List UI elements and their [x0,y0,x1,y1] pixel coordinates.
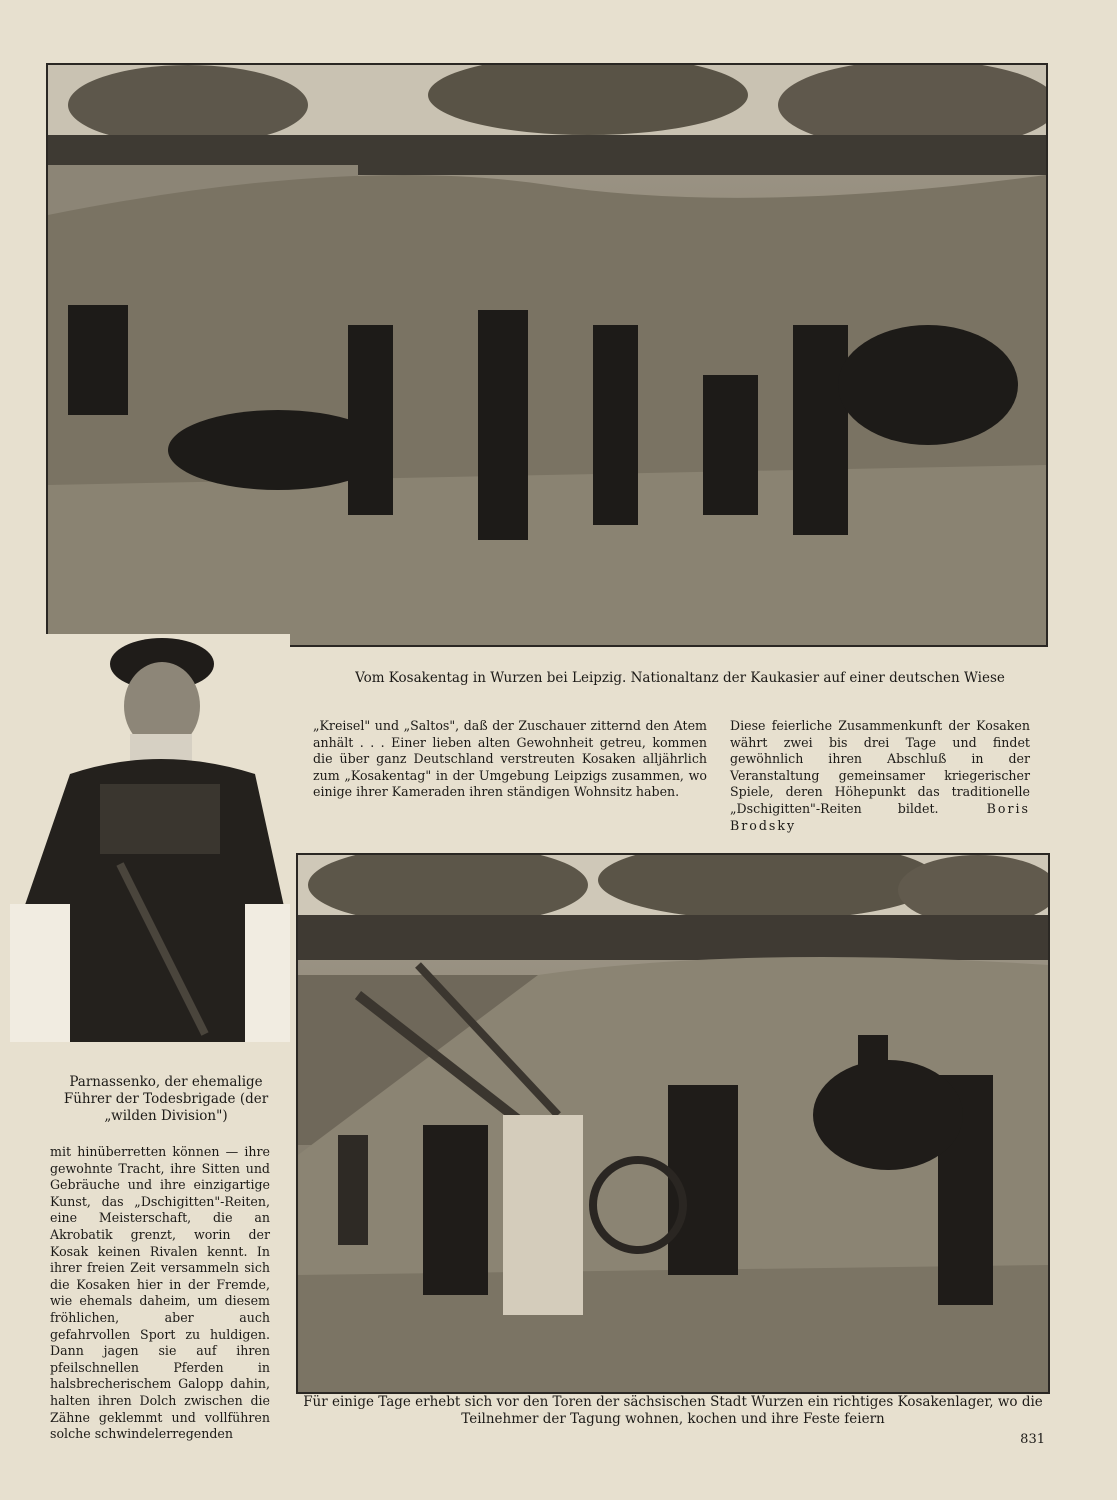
top-photo-caption: Vom Kosakentag in Wurzen bei Leipzig. Nationaltanz der Kaukasier auf einer deutschen Wiese [355,670,1005,686]
portrait-photo [10,634,290,1042]
cossack-dance-photo [46,63,1048,647]
bottom-photo-caption: Für einige Tage erhebt sich vor den Toren der sächsischen Stadt Wurzen ein richtiges Kosakenlager, wo die Teilnehmer der Tagung wohnen, kochen und ihre Feste feiern [303,1394,1043,1427]
article-column-right-text: Diese feierliche Zusammenkunft der Kosaken währt zwei bis drei Tage und findet gewöhnlich ihren Abschluß in der Veranstaltung gemeinsamer kriegerischer Spiele, deren Höhepunkt das traditionelle „Dschigitten"-Reiten bildet. [730,718,1030,816]
portrait-caption: Parnassenko, der ehemalige Führer der Todesbrigade (der „wilden Division") [63,1074,269,1124]
article-column-left: mit hinüberretten können — ihre gewohnte Tracht, ihre Sitten und Gebräuche und ihre einzigartige Kunst, das „Dschigitten"-Reiten, eine Meisterschaft, die an Akrobatik grenzt, worin der Kosak keinen Rivalen kennt. In ihrer freien Zeit versammeln sich die Kosaken hier in der Fremde, wie ehemals daheim, um diesem fröhlichen, aber auch gefahrvollen Sport zu huldigen. Dann jagen sie auf ihren pfeilschnellen Pferden in halsbrecherischem Galopp dahin, halten ihren Dolch zwischen die Zähne geklemmt und vollführen solche schwindelerregenden [50,1144,270,1442]
page-number: 831 [1020,1432,1045,1447]
author-signature: Boris Brodsky [730,800,1030,833]
cossack-camp-photo [296,853,1050,1394]
article-column-right [730,718,1030,834]
article-column-middle: „Kreisel" und „Saltos", daß der Zuschauer zitternd den Atem anhält . . . Einer lieben alten Gewohnheit getreu, kommen die über ganz Deutschland verstreuten Kosaken alljährlich zum „Kosakentag" in der Umgebung Leipzigs zusammen, wo einige ihrer Kameraden ihren ständigen Wohnsitz haben. [313,718,707,800]
